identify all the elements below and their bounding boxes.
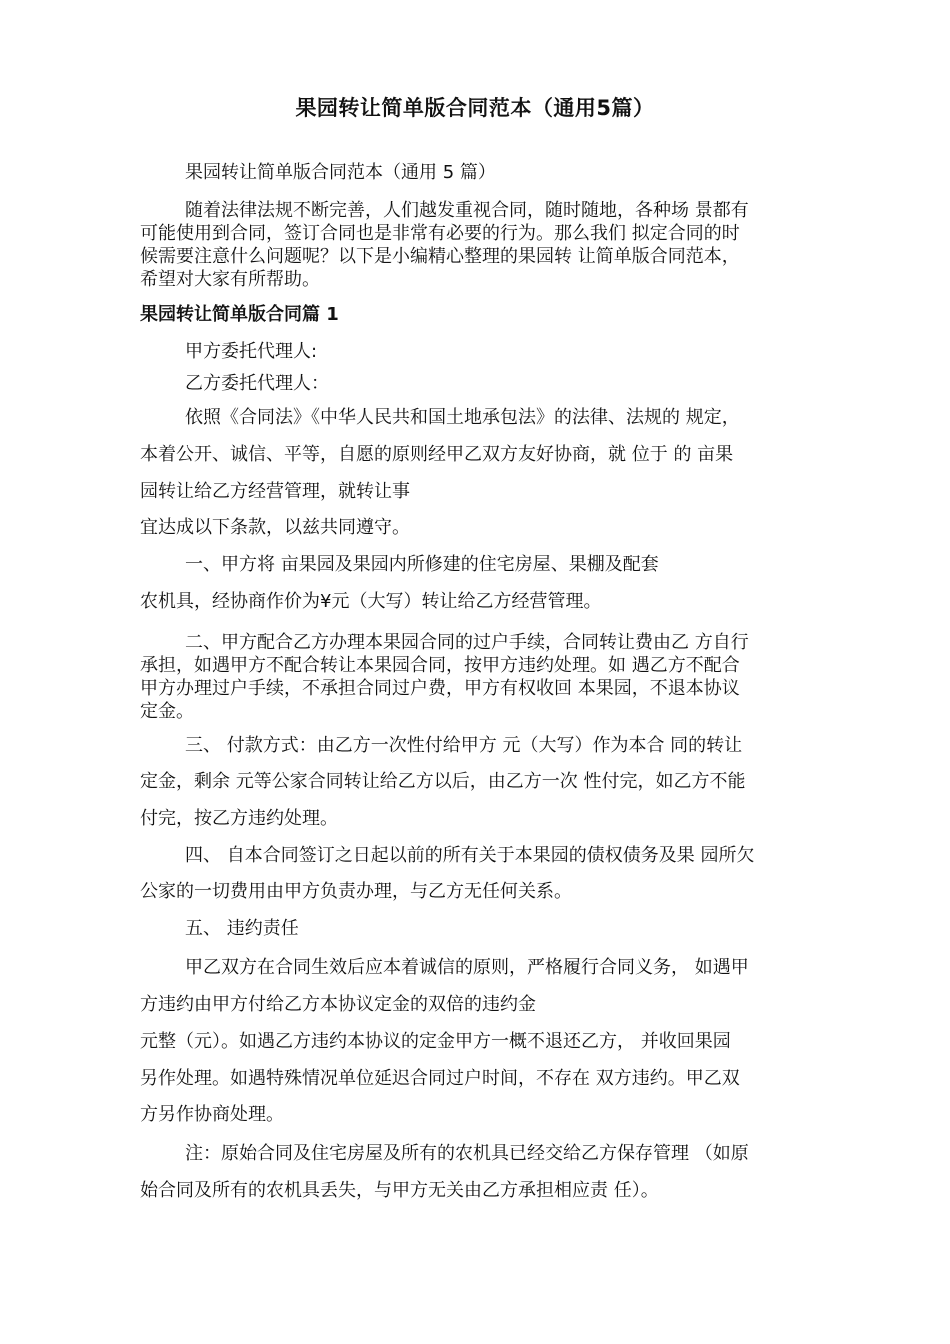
clause-2-line: 承担，如遇甲方不配合转让本果园合同，按甲方违约处理。如 遇乙方不配合 (140, 655, 740, 676)
clause-5-line: 另作处理。如遇特殊情况单位延迟合同过户时间，不存在 双方违约。甲乙双 (140, 1068, 740, 1089)
preamble-line: 园转让给乙方经营管理，就转让事 (140, 481, 410, 502)
clause-2-line: 定金。 (140, 701, 194, 722)
document-title: 果园转让简单版合同范本（通用5篇） (295, 96, 655, 120)
party-b-agent: 乙方委托代理人： (185, 373, 329, 394)
clause-3-line: 定金，剩余 元等公家合同转让给乙方以后，由乙方一次 性付完，如乙方不能 (140, 771, 746, 792)
document-subtitle: 果园转让简单版合同范本（通用 5 篇） (185, 162, 496, 183)
clause-5-line: 方另作协商处理。 (140, 1104, 284, 1125)
note-line: 始合同及所有的农机具丢失，与甲方无关由乙方承担相应责 任）。 (140, 1180, 659, 1201)
preamble-line: 宜达成以下条款，以兹共同遵守。 (140, 517, 410, 538)
clause-5-line: 元整（元）。如遇乙方违约本协议的定金甲方一概不退还乙方， 并收回果园 (140, 1031, 731, 1052)
clause-1-line: 农机具，经协商作价为¥元（大写）转让给乙方经营管理。 (140, 591, 602, 612)
preamble-line: 本着公开、诚信、平等，自愿的原则经甲乙双方友好协商，就 位于 的 亩果 (140, 444, 734, 465)
party-a-agent: 甲方委托代理人: (185, 341, 318, 362)
preamble-line: 依照《合同法》《中华人民共和国土地承包法》的法律、法规的 规定， (185, 407, 740, 428)
clause-5-title: 五、 违约责任 (185, 918, 299, 939)
section-heading: 果园转让简单版合同篇 1 (140, 304, 339, 325)
clause-4-line: 公家的一切费用由甲方负责办理，与乙方无任何关系。 (140, 881, 572, 902)
intro-line: 希望对大家有所帮助。 (140, 269, 320, 290)
clause-5-line: 方违约由甲方付给乙方本协议定金的双倍的违约金 (140, 994, 536, 1015)
clause-5-line: 甲乙双方在合同生效后应本着诚信的原则，严格履行合同义务， 如遇甲 (185, 957, 749, 978)
clause-3-line: 三、 付款方式：由乙方一次性付给甲方 元（大写）作为本合 同的转让 (185, 735, 743, 756)
intro-line: 候需要注意什么问题呢？以下是小编精心整理的果园转 让简单版合同范本， (140, 246, 740, 267)
clause-3-line: 付完，按乙方违约处理。 (140, 808, 338, 829)
clause-4-line: 四、 自本合同签订之日起以前的所有关于本果园的债权债务及果 园所欠 (185, 845, 755, 866)
note-line: 注：原始合同及住宅房屋及所有的农机具已经交给乙方保存管理 （如原 (185, 1143, 749, 1164)
clause-2-line: 二、甲方配合乙方办理本果园合同的过户手续，合同转让费由乙 方自行 (185, 632, 749, 653)
clause-1-line: 一、甲方将 亩果园及果园内所修建的住宅房屋、果棚及配套 (185, 554, 659, 575)
clause-2-line: 甲方办理过户手续，不承担合同过户费，甲方有权收回 本果园，不退本协议 (140, 678, 740, 699)
intro-line: 可能使用到合同，签订合同也是非常有必要的行为。那么我们 拟定合同的时 (140, 223, 740, 244)
intro-line: 随着法律法规不断完善，人们越发重视合同，随时随地，各种场 景都有 (185, 200, 749, 221)
